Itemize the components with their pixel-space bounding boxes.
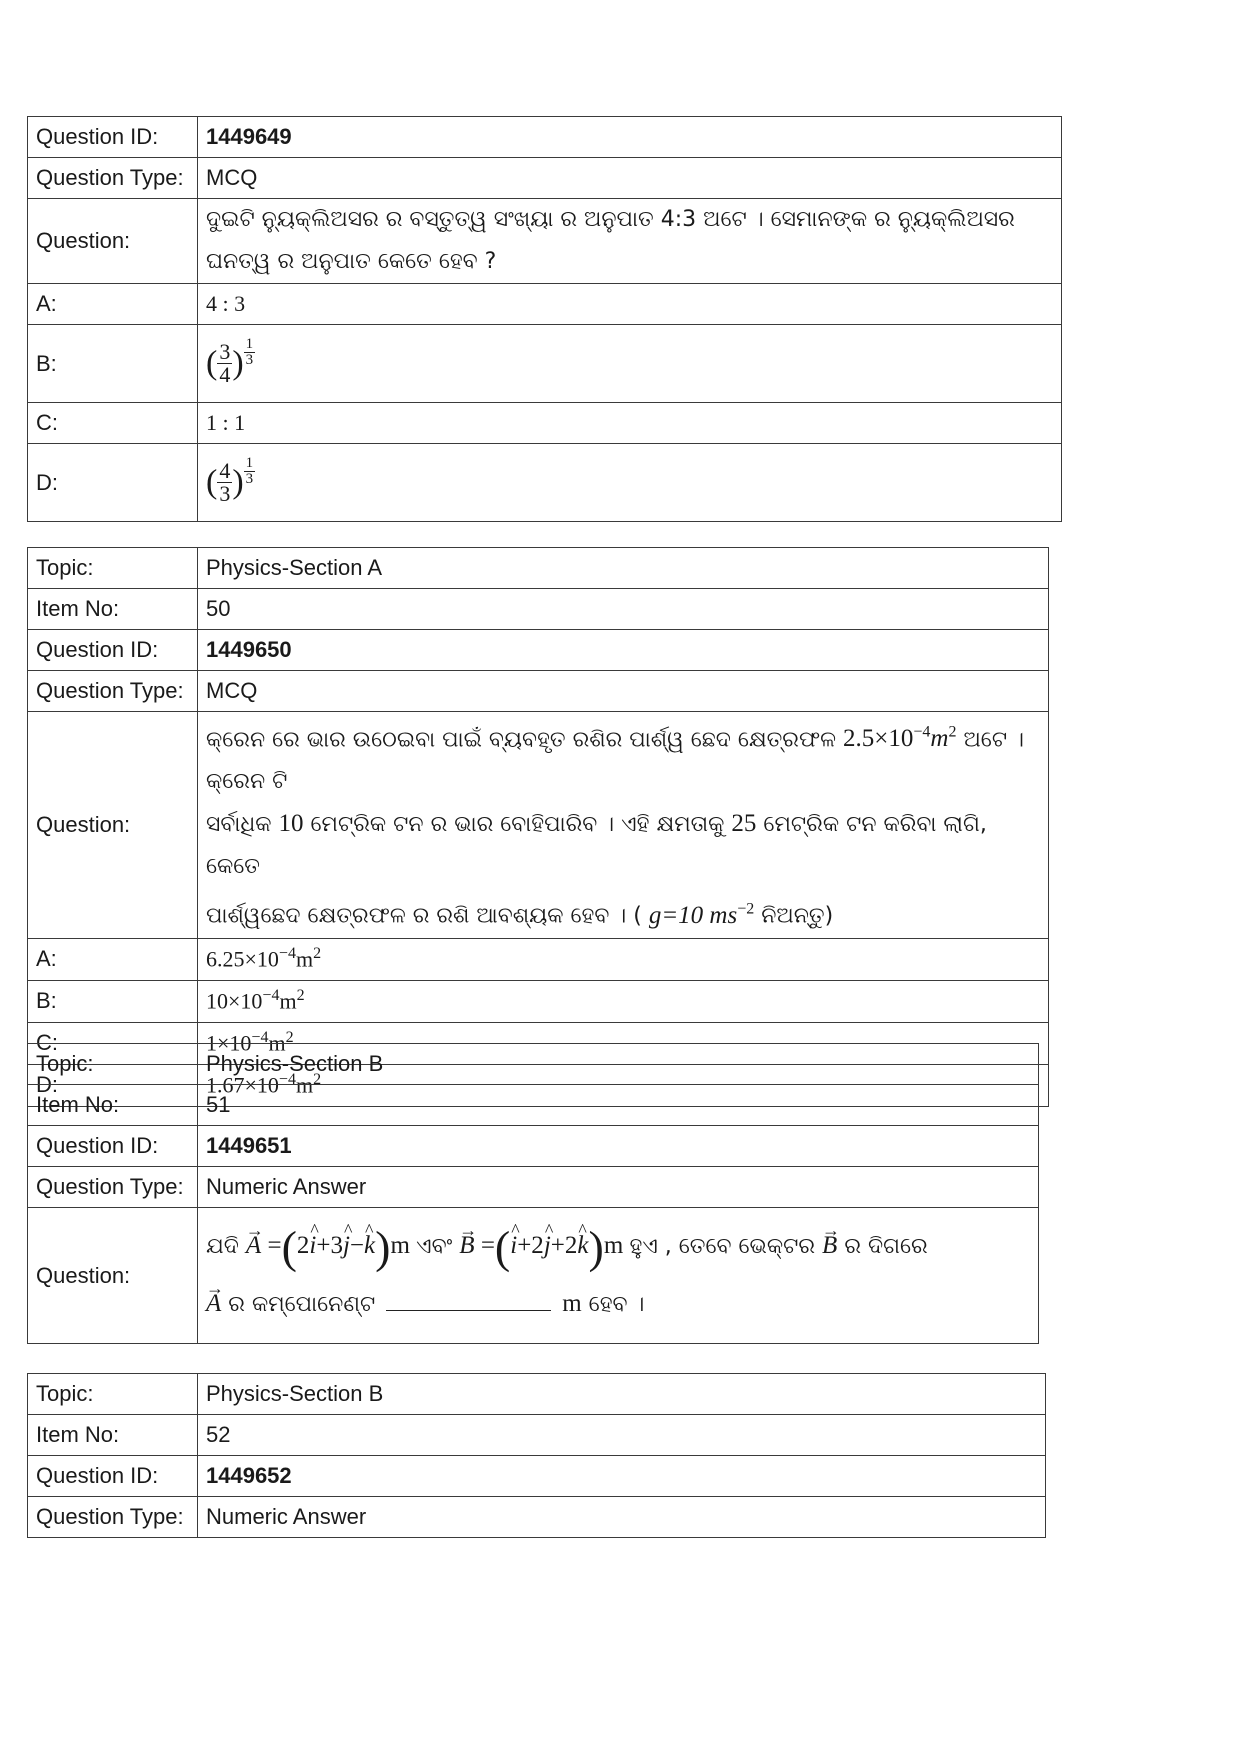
row-item-no	[28, 1415, 1046, 1456]
row-topic	[28, 548, 1049, 589]
label-option-c: C:	[28, 403, 198, 444]
option-c-unit: m	[268, 1030, 286, 1056]
option-d-exp-numerator: 1	[245, 455, 254, 471]
option-d-value: ( $\frac{4}{3}$ ) $\frac{1}{3}$	[198, 444, 1062, 522]
row-option-c	[28, 403, 1062, 444]
q3-then-text: ହୁଏ , ତେବେ ଭେକ୍ଟର	[629, 1234, 816, 1260]
label-option-d: D:	[28, 444, 198, 522]
option-c-exp: −4	[251, 1029, 269, 1047]
option-a-value: 4 : 3	[198, 284, 1062, 325]
q2-gravity: g=10 ms	[648, 901, 738, 929]
label-question-id: Question ID:	[28, 1456, 198, 1497]
label-question-type: Question Type:	[28, 671, 198, 712]
q2-line1-post: ଅଟେ । କ୍ରେନ ଟି	[206, 727, 1024, 795]
value-item-no: 50	[198, 589, 1049, 630]
question-table-1449650	[27, 547, 1049, 1107]
option-b-denominator: 4	[219, 362, 231, 387]
question-table-1449652	[27, 1373, 1046, 1538]
q3-vector-b-symbol: → B	[459, 1218, 474, 1274]
label-item-no: Item No:	[28, 1415, 198, 1456]
q3-a-unit: m	[390, 1232, 410, 1260]
option-a-unit-exp: 2	[313, 945, 322, 963]
q2-line2-n2: 25	[731, 810, 757, 838]
q3-a-coef-i: 2	[296, 1232, 310, 1260]
option-d-exp: −4	[278, 1071, 296, 1089]
value-topic: Physics-Section A	[198, 548, 1049, 589]
option-a-unit: m	[295, 946, 314, 972]
option-d-unit-exp: 2	[313, 1071, 322, 1089]
option-c-coef: 1×10	[206, 1030, 252, 1056]
answer-blank	[386, 1310, 551, 1311]
q2-line3-post: ନିଅନ୍ତୁ)	[761, 903, 834, 929]
q3-vector-a-inline: → A	[206, 1276, 221, 1332]
q3-b-coef-j: +2	[517, 1232, 544, 1260]
q3-vector-a-symbol: → A	[246, 1218, 261, 1274]
value-topic: Physics-Section B	[198, 1044, 1039, 1085]
q3-direction-text: ର ଦିଗରେ	[844, 1234, 928, 1260]
row-question-type	[28, 1497, 1046, 1538]
q3-and-word: ଏବଂ	[416, 1234, 453, 1260]
row-question-id	[28, 1456, 1046, 1497]
row-question-id	[28, 630, 1049, 671]
value-question-text	[198, 1208, 1039, 1344]
label-option-b: B:	[28, 980, 198, 1022]
label-question: Question:	[28, 712, 198, 939]
q2-line2-pre: ସର୍ବାଧିକ	[206, 812, 272, 838]
option-b-numerator: 3	[219, 339, 231, 364]
row-topic	[28, 1374, 1046, 1415]
q3-if-word: ଯଦି	[206, 1234, 239, 1260]
label-option-a: A:	[28, 938, 198, 980]
value-question-type: MCQ	[198, 158, 1062, 199]
label-topic: Topic:	[28, 1374, 198, 1415]
option-b-value: ( $\frac{3}{4}$ ) $\frac{1}{3}$	[198, 325, 1062, 403]
row-option-a	[28, 938, 1049, 980]
option-a-exp: −4	[278, 945, 296, 963]
option-d-coef: 1.67×10	[206, 1072, 279, 1098]
value-item-no: 52	[198, 1415, 1046, 1456]
value-question-text: ଦୁଇଟି ନ୍ୟୁକ୍ଲିଅସର ର ବସ୍ତୁତ୍ୱ ସଂଖ୍ୟା ର ଅନୁପାତ 4:3 ଅଟେ । ସେମାନଙ୍କ ର ନ୍ୟୁକ୍ଲିଅସର ଘନତ୍ୱ ର ଅନୁପାତ କେତେ ହେବ ?	[198, 199, 1062, 284]
row-question-type	[28, 1167, 1039, 1208]
option-a-coef: 6.25×10	[206, 946, 279, 972]
q3-vector-b-expr: → B =(^ i+2^ j+2^ k)m	[459, 1232, 629, 1259]
q3-answer-unit: m	[562, 1289, 582, 1317]
row-option-d	[28, 444, 1062, 522]
row-question-type	[28, 671, 1049, 712]
row-option-b	[28, 325, 1062, 403]
value-question-id: 1449651	[198, 1126, 1039, 1167]
option-d-numerator: 4	[219, 458, 231, 483]
q3-vector-a-expr: → A =(2^ i+3^ j−^ k)m	[246, 1232, 416, 1259]
row-question	[28, 199, 1062, 284]
option-d-exp-denominator: 3	[245, 471, 254, 487]
row-option-b	[28, 980, 1049, 1022]
row-question-id	[28, 1126, 1039, 1167]
row-option-a	[28, 284, 1062, 325]
q3-end-text: ହେବ ।	[588, 1291, 645, 1317]
label-question-type: Question Type:	[28, 1497, 198, 1538]
option-b-value	[198, 980, 1049, 1022]
value-item-no: 51	[198, 1085, 1039, 1126]
label-option-d: D:	[28, 1064, 198, 1106]
row-question	[28, 1208, 1039, 1344]
q2-line3-math	[649, 902, 754, 929]
q2-line1-math	[843, 725, 956, 752]
q2-line2-mid: ମେଟ୍ରିକ ଟନ ର ଭାର ବୋହିପାରିବ । ଏହି କ୍ଷମତାକୁ	[310, 812, 725, 838]
q2-line2-post: ମେଟ୍ରିକ ଟନ କରିବା ଲାଗି, କେତେ	[206, 812, 987, 880]
label-question-id: Question ID:	[28, 1126, 198, 1167]
row-question-type	[28, 158, 1062, 199]
label-topic: Topic:	[28, 1044, 198, 1085]
value-question-id: 1449652	[198, 1456, 1046, 1497]
q2-line2-n1: 10	[278, 810, 304, 838]
label-question: Question:	[28, 1208, 198, 1344]
label-item-no: Item No:	[28, 589, 198, 630]
label-topic: Topic:	[28, 548, 198, 589]
option-b-unit: m	[279, 988, 297, 1014]
question-table-1449649	[27, 116, 1062, 522]
option-a-value	[198, 938, 1049, 980]
option-b-exp-numerator: 1	[245, 336, 254, 352]
value-question-id: 1449649	[198, 117, 1062, 158]
value-topic: Physics-Section B	[198, 1374, 1046, 1415]
q3-component-text: ର କମ୍ପୋନେଣ୍ଟ	[228, 1291, 376, 1317]
q2-area-value: 2.5×10	[843, 725, 914, 753]
row-question-id	[28, 117, 1062, 158]
q2-area-unit-exp: 2	[948, 724, 957, 741]
q2-line3-pre: ପାର୍ଶ୍ୱଛେଦ କ୍ଷେତ୍ରଫଳ ର ରଶି ଆବଶ୍ୟକ ହେବ । (	[206, 903, 642, 929]
option-d-denominator: 3	[219, 481, 231, 506]
label-question: Question:	[28, 199, 198, 284]
question-table-1449651	[27, 1043, 1039, 1344]
q2-gravity-exp: −2	[737, 900, 755, 918]
value-question-type: Numeric Answer	[198, 1497, 1046, 1538]
option-b-exp-denominator: 3	[245, 352, 254, 368]
option-c-unit-exp: 2	[285, 1029, 294, 1047]
label-option-c: C:	[28, 1022, 198, 1064]
q3-a-coef-k: −	[349, 1232, 365, 1260]
row-topic	[28, 1044, 1039, 1085]
row-item-no	[28, 1085, 1039, 1126]
row-item-no	[28, 589, 1049, 630]
label-question-type: Question Type:	[28, 1167, 198, 1208]
row-question	[28, 712, 1049, 939]
label-item-no: Item No:	[28, 1085, 198, 1126]
value-question-type: MCQ	[198, 671, 1049, 712]
value-question-type: Numeric Answer	[198, 1167, 1039, 1208]
label-option-a: A:	[28, 284, 198, 325]
option-b-exp: −4	[262, 987, 280, 1005]
q2-line1-text: କ୍ରେନ ରେ ଭାର ଉଠେଇବା ପାଇଁ ବ୍ୟବହୃତ ରଶିର ପାର୍ଶ୍ୱ ଛେଦ କ୍ଷେତ୍ରଫଳ	[206, 727, 836, 753]
q3-b-unit: m	[603, 1232, 624, 1260]
label-question-id: Question ID:	[28, 117, 198, 158]
q2-area-exp: −4	[913, 724, 931, 741]
q3-vector-b-inline: → B	[822, 1218, 837, 1274]
option-b-unit-exp: 2	[296, 987, 305, 1005]
value-question-id: 1449650	[198, 630, 1049, 671]
label-option-b: B:	[28, 325, 198, 403]
value-question-text	[198, 712, 1049, 939]
label-question-id: Question ID:	[28, 630, 198, 671]
q3-a-coef-j: +3	[316, 1232, 343, 1260]
option-d-unit: m	[295, 1072, 314, 1098]
q3-b-coef-k: +2	[550, 1232, 578, 1260]
option-c-value: 1 : 1	[198, 403, 1062, 444]
option-b-coef: 10×10	[206, 988, 263, 1014]
label-question-type: Question Type:	[28, 158, 198, 199]
q2-area-unit: m	[930, 725, 949, 753]
